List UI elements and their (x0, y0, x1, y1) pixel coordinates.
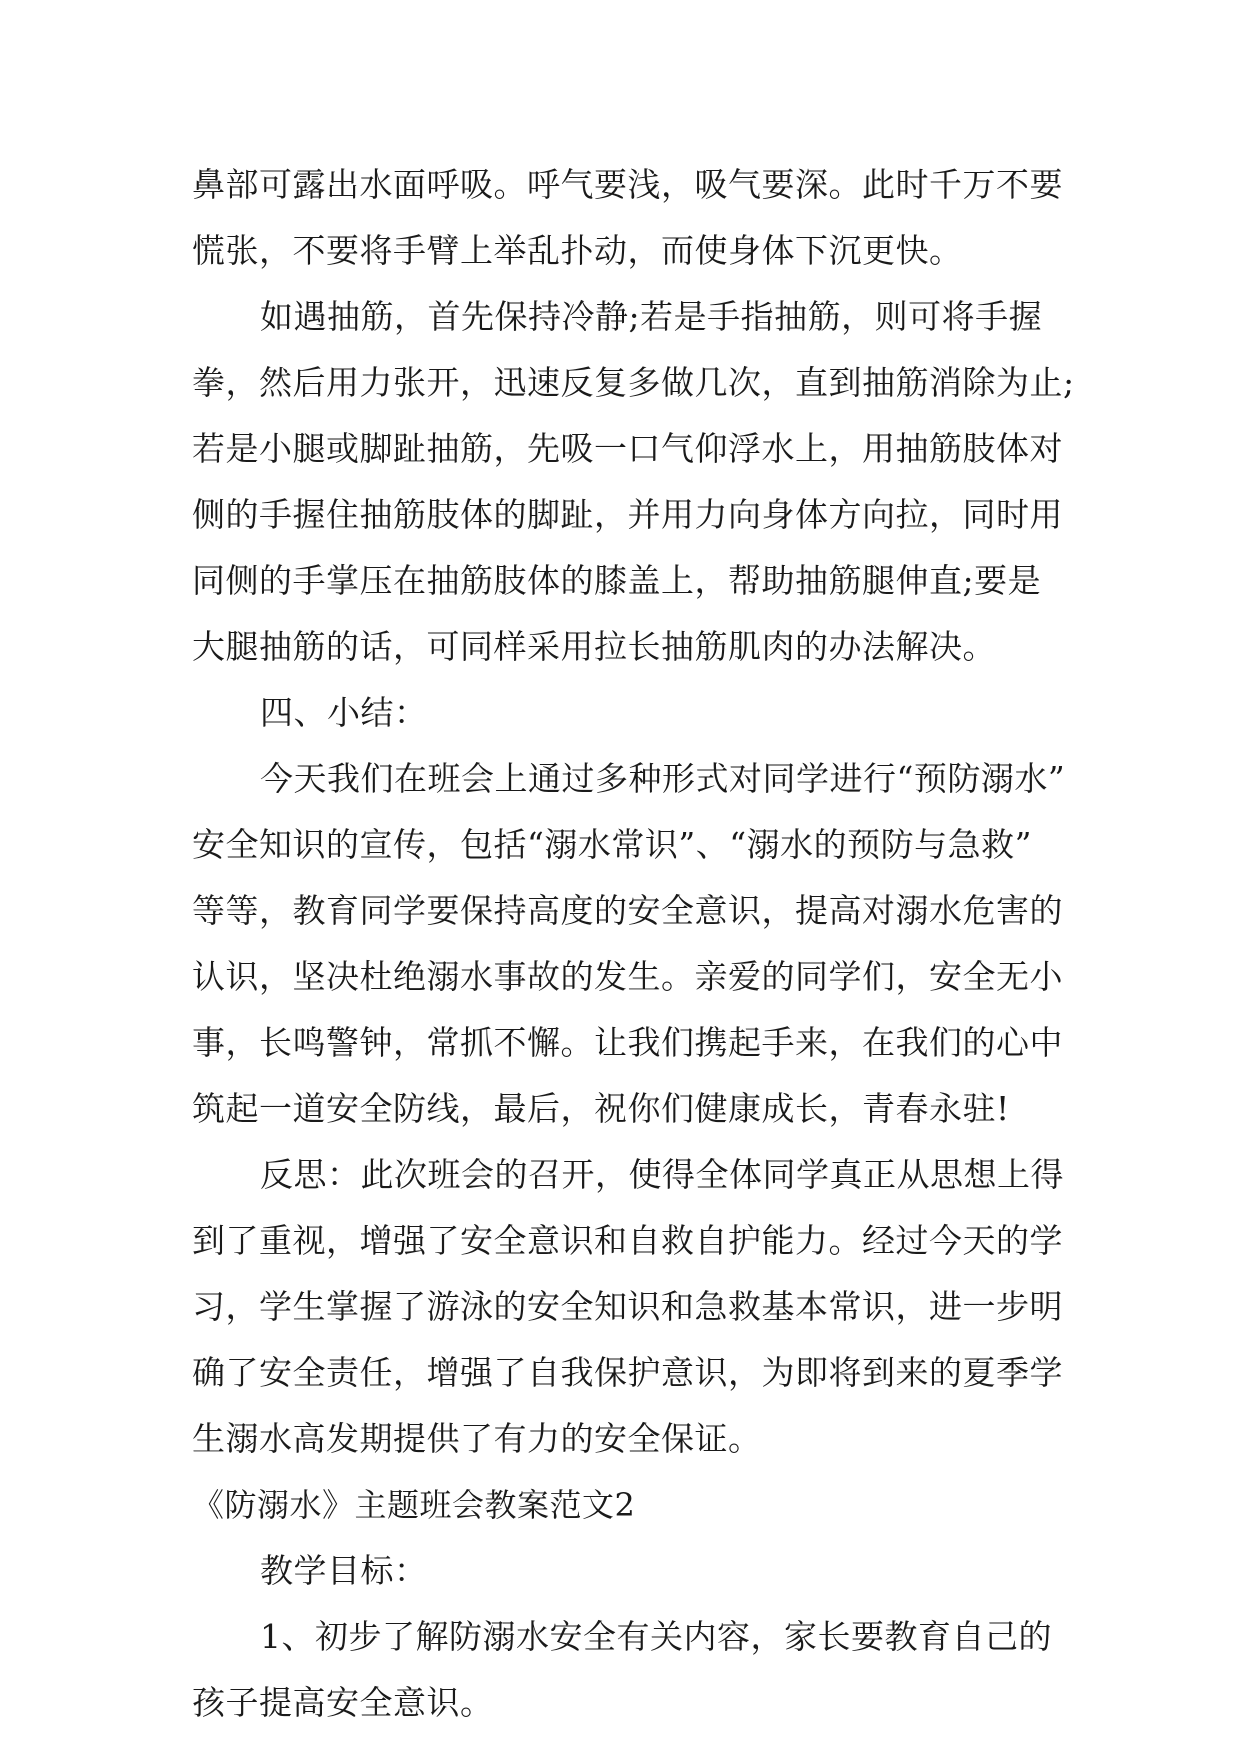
text-line: 同侧的手掌压在抽筋肢体的膝盖上，帮助抽筋腿伸直;要是 (192, 561, 1042, 600)
paragraph-start-line: 如遇抽筋，首先保持冷静;若是手指抽筋，则可将手握 (260, 297, 1043, 336)
text-line: 筑起一道安全防线，最后，祝你们健康成长，青春永驻! (192, 1089, 1010, 1128)
document-title-2: 《防溺水》主题班会教案范文2 (192, 1486, 636, 1524)
paragraph-start-line: 反思：此次班会的召开，使得全体同学真正从思想上得 (260, 1155, 1064, 1194)
text-line: 认识，坚决杜绝溺水事故的发生。亲爱的同学们，安全无小 (192, 957, 1063, 996)
text-line: 大腿抽筋的话，可同样采用拉长抽筋肌肉的办法解决。 (192, 627, 996, 666)
text-line: 侧的手握住抽筋肢体的脚趾，并用力向身体方向拉，同时用 (192, 495, 1063, 534)
text-line: 生溺水高发期提供了有力的安全保证。 (192, 1419, 762, 1458)
text-line: 安全知识的宣传，包括“溺水常识”、“溺水的预防与急救” (192, 825, 1032, 864)
text-line: 鼻部可露出水面呼吸。呼气要浅，吸气要深。此时千万不要 (192, 165, 1063, 204)
section-heading-summary: 四、小结： (260, 693, 428, 732)
text-line: 孩子提高安全意识。 (192, 1683, 494, 1722)
paragraph-start-line: 今天我们在班会上通过多种形式对同学进行“预防溺水” (260, 759, 1066, 798)
text-line: 到了重视，增强了安全意识和自救自护能力。经过今天的学 (192, 1221, 1063, 1260)
section-heading-objectives: 教学目标： (260, 1551, 428, 1590)
text-line: 慌张，不要将手臂上举乱扑动，而使身体下沉更快。 (192, 231, 963, 270)
document-body (192, 152, 1075, 1736)
text-line: 拳，然后用力张开，迅速反复多做几次，直到抽筋消除为止; (192, 363, 1075, 402)
text-line: 确了安全责任，增强了自我保护意识，为即将到来的夏季学 (192, 1353, 1063, 1392)
paragraph-start-line: 1、初步了解防溺水安全有关内容，家长要教育自己的 (260, 1617, 1052, 1656)
text-line: 事，长鸣警钟，常抓不懈。让我们携起手来，在我们的心中 (192, 1023, 1063, 1062)
text-line: 等等，教育同学要保持高度的安全意识，提高对溺水危害的 (192, 891, 1063, 930)
text-line: 习，学生掌握了游泳的安全知识和急救基本常识，进一步明 (192, 1287, 1063, 1326)
text-line: 若是小腿或脚趾抽筋，先吸一口气仰浮水上，用抽筋肢体对 (192, 429, 1063, 468)
